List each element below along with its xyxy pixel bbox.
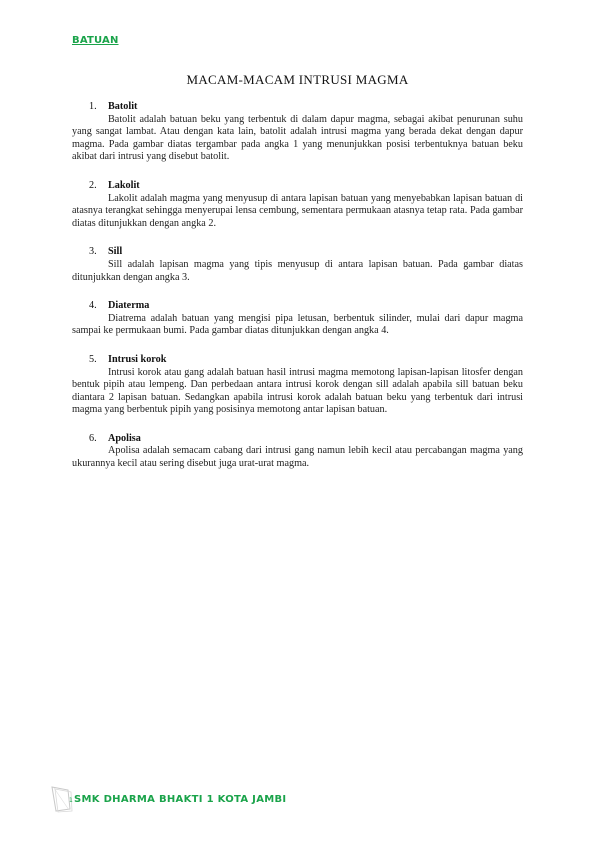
section-title: Intrusi korok <box>108 353 167 365</box>
page-title: MACAM-MACAM INTRUSI MAGMA <box>186 72 409 87</box>
section-intrusi-korok <box>72 354 523 417</box>
section-heading <box>72 246 523 259</box>
section-number: 5. <box>89 353 97 365</box>
section-paragraph: Batolit adalah batuan beku yang terbentuk di dalam dapur magma, sebagai akibat penurunan suhu yang sangat lambat. Atau dengan kata lain, batolit adalah intrusi magma yang berada dekat dengan dapur magma. Pada gambar diatas tergambar pada angka 1 yang menunjukkan posisi terbentuknya batuan beku akibat dari intrusi yang disebut batolit. <box>72 113 523 163</box>
section-paragraph: Lakolit adalah magma yang menyusup di antara lapisan batuan yang menyebabkan lapisan batuan di atasnya terangkat sehingga menyerupai lensa cembung, sementara permukaan atasnya tetap rata. Pada gambar diatas ditunjukkan dengan angka 2. <box>72 192 523 229</box>
section-paragraph: Diatrema adalah batuan yang mengisi pipa letusan, berbentuk silinder, mulai dari dapur magma sampai ke permukaan bumi. Pada gambar diatas ditunjukkan dengan angka 4. <box>72 312 523 337</box>
section-heading <box>72 433 523 446</box>
section-title: Batolit <box>108 101 138 112</box>
page-number: 1 <box>69 797 73 804</box>
section-batolit <box>72 101 523 164</box>
footer-school-name: SMK DHARMA BHAKTI 1 KOTA JAMBI <box>74 794 287 805</box>
section-title: Sill <box>108 246 123 258</box>
section-sill <box>72 246 523 284</box>
section-title: Diaterma <box>108 300 150 312</box>
section-number: 4. <box>89 300 97 312</box>
section-heading <box>72 300 523 313</box>
section-number: 1. <box>89 101 97 112</box>
section-title: Apolisa <box>108 432 141 444</box>
section-heading <box>72 354 523 367</box>
section-title: Lakolit <box>108 179 140 191</box>
section-paragraph: Sill adalah lapisan magma yang tipis menyusup di antara lapisan batuan. Pada gambar diatas ditunjukkan dengan angka 3. <box>72 258 523 283</box>
section-apolisa <box>72 433 523 471</box>
section-diaterma <box>72 300 523 338</box>
section-paragraph: Apolisa adalah semacam cabang dari intrusi gang namun lebih kecil atau percabangan magma yang ukurannya kecil atau sering disebut juga urat-urat magma. <box>72 445 523 470</box>
header-label: BATUAN <box>72 35 119 46</box>
section-lakolit <box>72 180 523 230</box>
section-number: 2. <box>89 179 97 191</box>
section-number: 3. <box>89 246 97 258</box>
section-heading <box>72 101 523 114</box>
section-paragraph: Intrusi korok atau gang adalah batuan hasil intrusi magma memotong lapisan-lapisan litosfer dengan bentuk pipih atau lempeng. Dan perbedaan antara intrusi korok dengan sill adalah apabila sill batuan beku diantara 2 lapisan batuan. Sedangkan apabila intrusi korok adalah batuan beku yang terbentuk dari intrusi magma yang berbentuk pipih yang posisinya memotong antar lapisan batuan. <box>72 366 523 416</box>
section-heading <box>72 180 523 193</box>
page-footer <box>50 785 350 813</box>
section-number: 6. <box>89 432 97 444</box>
document-content <box>72 101 523 487</box>
